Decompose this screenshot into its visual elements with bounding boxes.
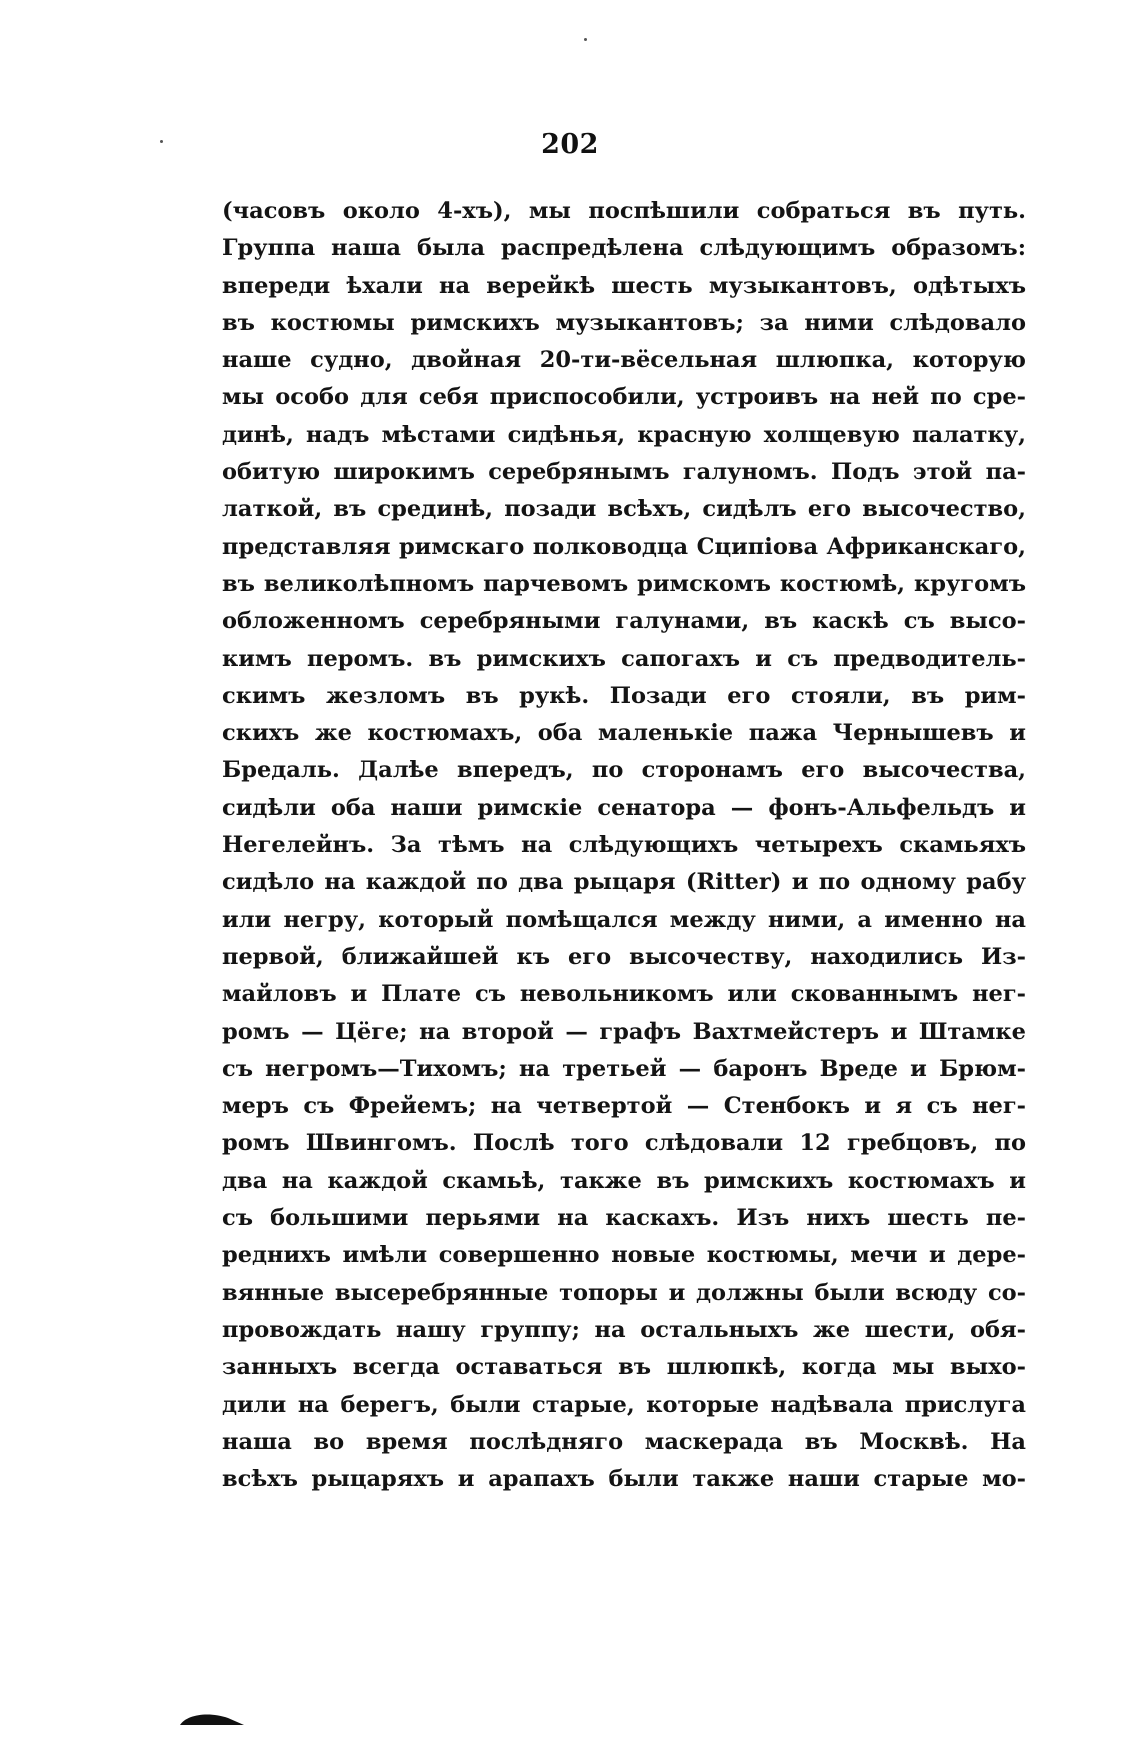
text-line: Группа наша была распредѣлена слѣдующимъ образомъ: (222, 235, 1026, 262)
text-line: съ негромъ—Тихомъ; на третьей — баронъ Вреде и Брюм- (222, 1055, 1026, 1082)
text-line: занныхъ всегда оставаться въ шлюпкѣ, когда мы выхо- (222, 1354, 1026, 1381)
text-line: динѣ, надъ мѣстами сидѣнья, красную холщевую палатку, (222, 421, 1026, 448)
text-line: наше судно, двойная 20-ти-вёсельная шлюпка, которую (222, 347, 1026, 374)
text-line: въ костюмы римскихъ музыкантовъ; за ними слѣдовало (222, 309, 1026, 336)
text-line: или негру, который помѣщался между ними, а именно на (222, 906, 1026, 933)
text-line: вянные высеребрянные топоры и должны были всюду со- (222, 1279, 1026, 1306)
text-line: меръ съ Фрейемъ; на четвертой — Стенбокъ и я съ нег- (222, 1093, 1026, 1120)
text-line: (часовъ около 4-хъ), мы поспѣшили собраться въ путь. (222, 198, 1026, 224)
text-line: реднихъ имѣли совершенно новые костюмы, мечи и дере- (222, 1242, 1026, 1269)
text-line: сидѣли оба наши римскіе сенатора — фонъ-Альфельдъ и (222, 794, 1026, 821)
text-line: представляя римскаго полководца Сципіова Африканскаго, (222, 533, 1026, 560)
text-line: ромъ — Цёге; на второй — графъ Вахтмейстеръ и Штамке (222, 1018, 1026, 1045)
page-number: 202 (541, 129, 599, 160)
text-line: майловъ и Плате съ невольникомъ или скованнымъ нег- (222, 981, 1026, 1008)
text-line: наша во время послѣдняго маскерада въ Москвѣ. На (222, 1428, 1026, 1455)
text-line: сидѣло на каждой по два рыцаря (Ritter) и по одному рабу (222, 869, 1026, 896)
text-line: латкой, въ срединѣ, позади всѣхъ, сидѣлъ его высочество, (222, 496, 1026, 523)
text-line: Негелейнъ. За тѣмъ на слѣдующихъ четырехъ скамьяхъ (222, 832, 1026, 859)
text-line: кимъ перомъ. въ римскихъ сапогахъ и съ предводитель- (222, 645, 1026, 672)
text-line: два на каждой скамьѣ, также въ римскихъ костюмахъ и (222, 1167, 1026, 1194)
text-line: впереди ѣхали на верейкѣ шесть музыкантовъ, одѣтыхъ (222, 272, 1026, 299)
text-line: обитую широкимъ серебрянымъ галуномъ. Подъ этой па- (222, 459, 1026, 486)
text-line: обложенномъ серебряными галунами, въ каскѣ съ высо- (222, 608, 1026, 635)
text-line: скихъ же костюмахъ, оба маленькіе пажа Чернышевъ и (222, 720, 1026, 747)
text-line: первой, ближайшей къ его высочеству, находились Из- (222, 943, 1026, 970)
text-line: всѣхъ рыцаряхъ и арапахъ были также наши старые мо- (222, 1466, 1026, 1493)
scan-speck (584, 38, 587, 41)
text-line: мы особо для себя приспособили, устроивъ на ней по сре- (222, 384, 1026, 411)
ink-blot-mark (178, 1712, 246, 1726)
text-line: съ большими перьями на каскахъ. Изъ нихъ шесть пе- (222, 1205, 1026, 1232)
text-line: провождать нашу группу; на остальныхъ же шести, обя- (222, 1316, 1026, 1343)
text-line: ромъ Швингомъ. Послѣ того слѣдовали 12 гребцовъ, по (222, 1130, 1026, 1157)
text-line: въ великолѣпномъ парчевомъ римскомъ костюмѣ, кругомъ (222, 570, 1026, 597)
text-line: дили на берегъ, были старые, которые надѣвала прислуга (222, 1391, 1026, 1418)
body-text (222, 193, 1026, 1498)
text-line: Бредаль. Далѣе впередъ, по сторонамъ его высочества, (222, 757, 1026, 784)
text-line: скимъ жезломъ въ рукѣ. Позади его стояли, въ рим- (222, 682, 1026, 709)
